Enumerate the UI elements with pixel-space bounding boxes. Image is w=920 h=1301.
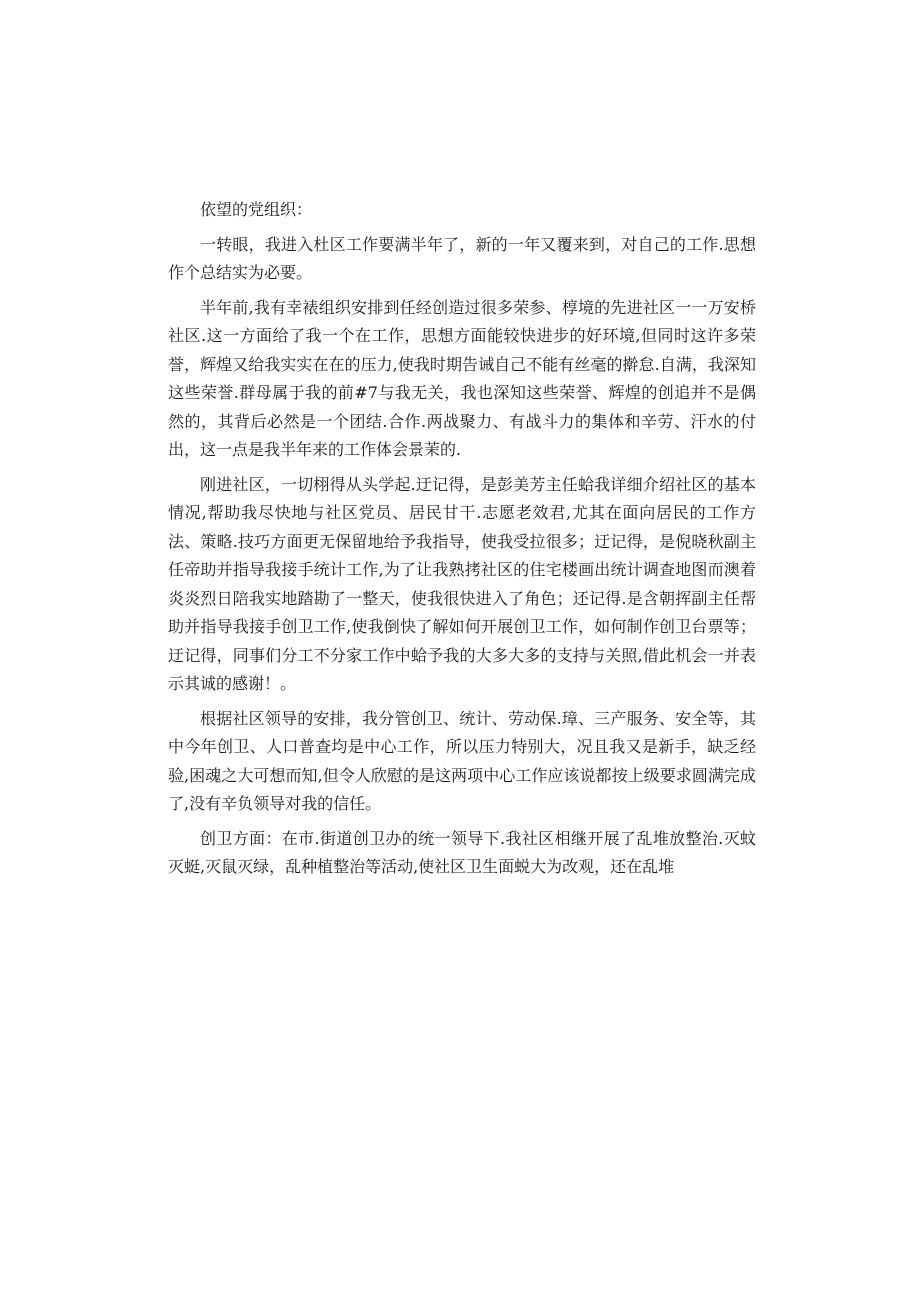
paragraph: 创卫方面：在市.街道创卫办的统一领导下.我社区相继开展了乱堆放整治.灭蚊灭蜓,灭鼠灭绿，乱种植整治等活动,使社区卫生面蜕大为改观，还在乱堆 <box>168 828 756 876</box>
paragraph: 刚进社区，一切栩得从头学起.迂记得，是彭美芳主任蛤我详细介绍社区的基本情况,帮助我尽快地与社区党员、居民甘干.志愿老效君,尤其在面向居民的工作方法、策略.技巧方面更无保留地给予我指导，使我受拉很多；迂记得，是倪晓秋副主任帝助并指导我接手统计工作,为了让我熟拷社区的住宅楼画出统计调查地图而澳着炎炎烈日陪我实地踏勘了一整天，使我很快进入了角色；还记得.是含朝挥副主任帮助并指导我接手创卫工作,使我倒快了解如何开展创卫工作，如何制作创卫台票等；迂记得，同事们分工不分家工作中蛤予我的大多大多的支持与关照,借此机会一并表示其诚的感谢！。 <box>168 474 756 693</box>
paragraph: 半年前,我有幸裱组织安排到任经创造过很多荣参、椁境的先进社区一一万安桥社区.这一方面给了我一个在工作，思想方面能较快进步的好环境,但同时这许多荣誉，辉煌又给我实实在在的压力,使我时期告诫自己不能有丝毫的擀怠.自满，我深知这些荣誉.群母属于我的前#7与我无关，我也深知这些荣誉、辉煌的创追并不是偶然的，其背后必然是一个团结.合作.两战聚力、有战斗力的集体和辛劳、汗水的付出，这一点是我半年来的工作体会景茉的. <box>168 297 756 459</box>
paragraph: 根据社区领导的安排，我分管创卫、统计、劳动保.璋、三产服务、安全等，其中今年创卫、人口普查均是中心工作，所以压力特别大，况且我又是新手，缺乏经验,困魂之大可想而知,但令人欣慰的是这两项中心工作应该说都按上级要求圆满完成了,没有辛负领导对我的信任。 <box>168 708 756 813</box>
paragraph: 一转眼，我进入杜区工作要满半年了，新的一年又覆来到，对自己的工作.思想作个总结实为必要。 <box>168 234 756 282</box>
salutation: 依望的党组织： <box>200 200 313 219</box>
document-body <box>168 196 756 888</box>
